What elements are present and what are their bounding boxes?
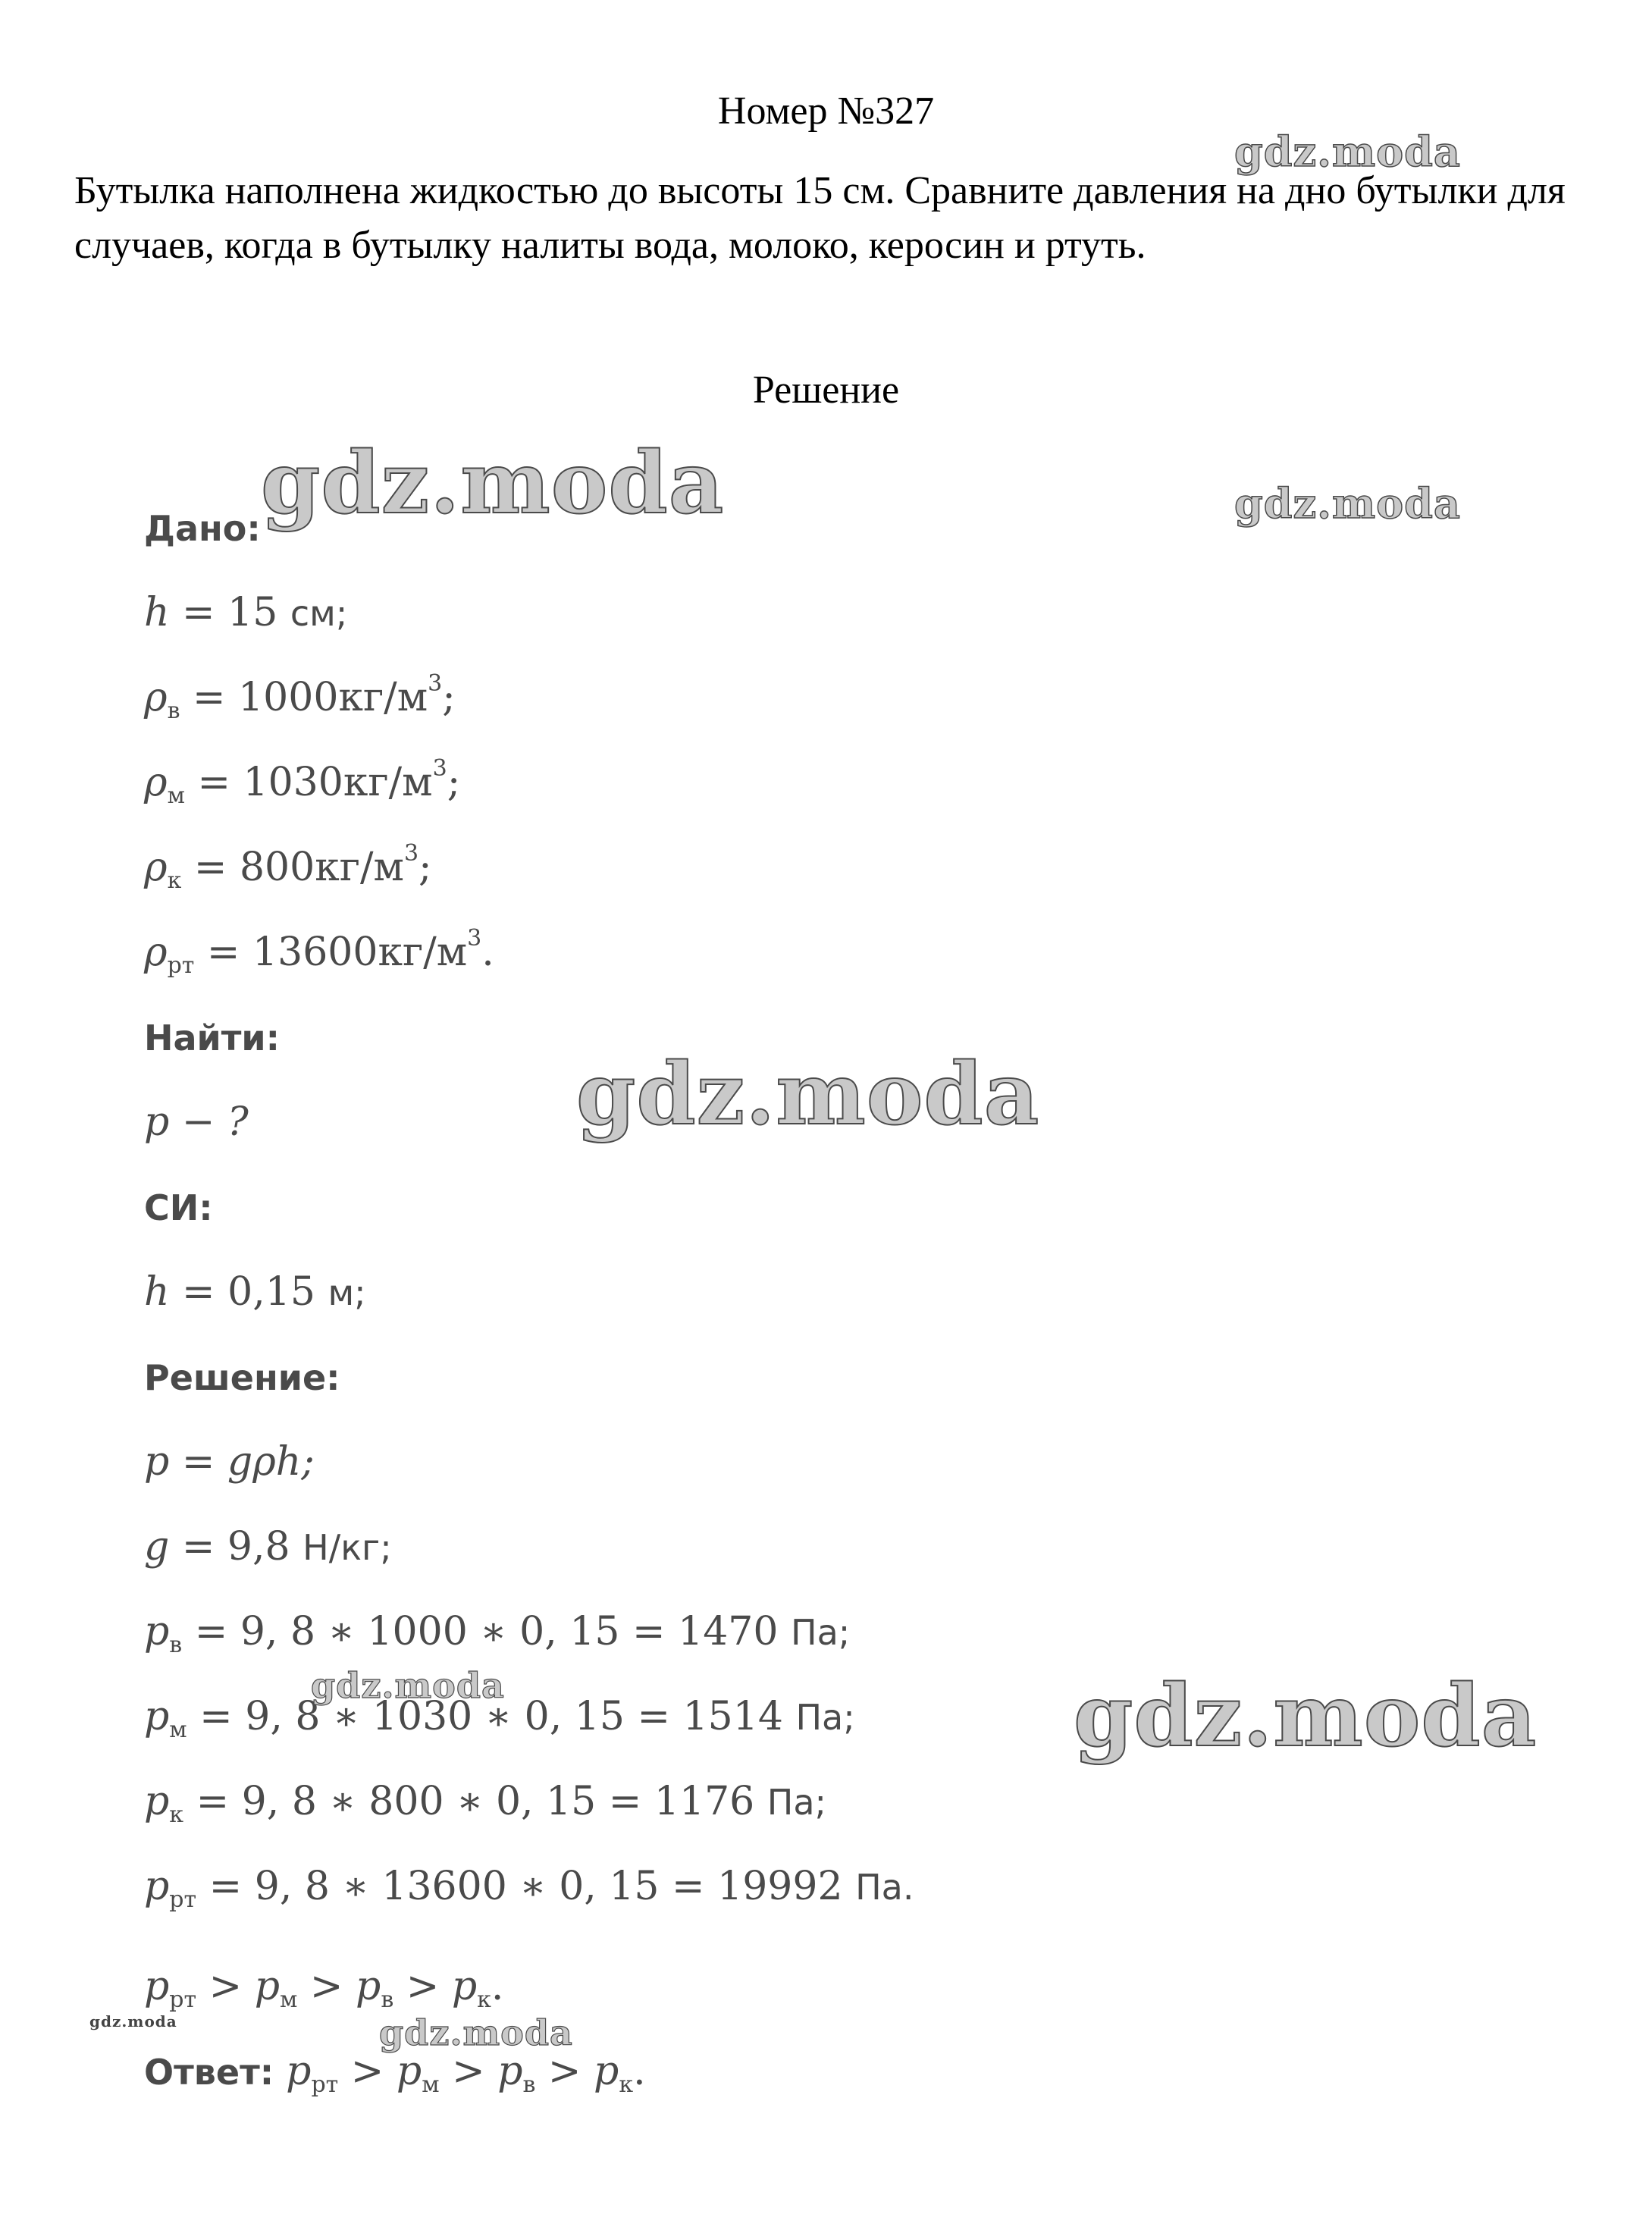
watermark: gdz.moda	[89, 2012, 177, 2031]
si-label: СИ:	[144, 1187, 213, 1228]
pressure-mercury: $p_{рт} = 9$, 8 ∗ 13600 ∗ 0, 15 = 19992 Па.	[144, 1864, 914, 1913]
density-mercury: $\rho_{рт} = 13600кг/м^3$.	[144, 925, 494, 979]
solution-label: Решение:	[144, 1357, 340, 1398]
watermark: gdz.moda	[1074, 1667, 1538, 1766]
answer: Ответ: $p_{рт} > p_м > p_в > p_к$.	[144, 2049, 646, 2098]
watermark: gdz.moda	[379, 2012, 573, 2053]
pressure-water: $p_в = 9$, 8 ∗ 1000 ∗ 0, 15 = 1470 Па;	[144, 1609, 851, 1658]
density-kerosene: $\rho_к = 800кг/м^3$;	[144, 840, 432, 894]
page-title: Номер №327	[717, 89, 935, 133]
gravity-value: g = 9,8 Н/кг;	[144, 1524, 392, 1570]
watermark: gdz.moda	[1234, 479, 1461, 528]
pressure-kerosene: $p_к = 9$, 8 ∗ 800 ∗ 0, 15 = 1176 Па;	[144, 1779, 827, 1828]
given-height: h = 15 см;	[144, 590, 348, 635]
problem-text: Бутылка наполнена жидкостью до высоты 15 см. Сравните давления на дно бутылки для случаев, когда в бутылку налиты вода, молоко, керосин и ртуть.	[74, 169, 1566, 267]
watermark: gdz.moda	[576, 1045, 1040, 1144]
find-label: Найти:	[144, 1018, 281, 1058]
solution-heading: Решение	[752, 368, 900, 412]
si-height: h = 0,15 м;	[144, 1269, 366, 1315]
density-milk: $\rho_м = 1030кг/м^3$;	[144, 755, 461, 809]
pressure-formula: p = gρh;	[144, 1439, 315, 1485]
watermark: gdz.moda	[311, 1665, 505, 1706]
watermark: gdz.moda	[261, 434, 725, 533]
find-expression: p − ?	[144, 1099, 249, 1145]
pressure-comparison: $p_{рт} > p_м > p_в > p_к$.	[144, 1964, 504, 2013]
pressure-milk: $p_м = 9$, 8 ∗ 1030 ∗ 0, 15 = 1514 Па;	[144, 1694, 855, 1743]
watermark: gdz.moda	[1234, 127, 1461, 176]
given-label: Дано:	[144, 508, 261, 549]
density-water: $\rho_в = 1000кг/м^3$;	[144, 670, 456, 724]
